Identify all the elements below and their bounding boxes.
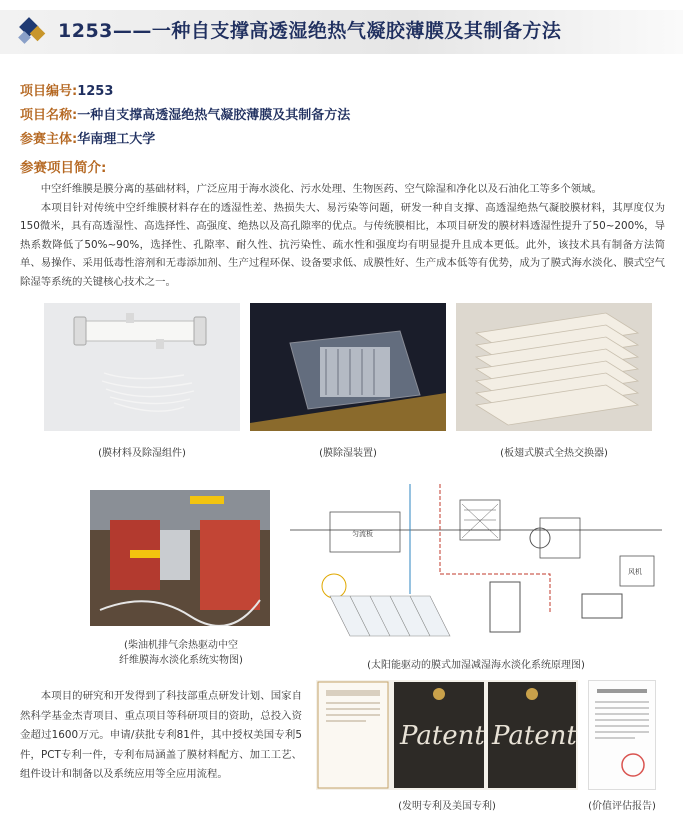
funding-paragraph: 本项目的研究和开发得到了科技部重点研发计划、国家自然科学基金杰青项目、重点项目等科研项目的资助，总投入资金超过1600万元。申请/获批专利81件，其中授权美国专利5件，PCT专利一件，专利布局涵盖了膜材料配方、加工工艺、组件设计和制备以及系统应用等全应用流程。: [20, 690, 302, 780]
project-number: 项目编号:1253: [20, 84, 114, 99]
patent-word-2: Patent: [492, 721, 577, 751]
desalination-schematic: [290, 464, 662, 646]
valve-label: 匀流板: [352, 530, 373, 538]
caption-dehumidifier: (膜除湿装置): [319, 448, 377, 459]
intro-paragraph-1: 中空纤维膜是膜分离的基础材料，广泛应用于海水淡化、污水处理、生物医药、空气除湿和净化以及石油化工等多个领域。: [40, 183, 602, 195]
valuation-report-illustration: [589, 681, 655, 789]
fan-label: 风机: [628, 568, 642, 576]
caption-diesel-system: (柴油机排气余热驱动中空 纤维膜海水淡化系统实物图): [119, 640, 243, 666]
intro-text: [20, 180, 665, 292]
dehumidifier-photo: [250, 303, 446, 431]
project-name: 项目名称:一种自支撑高透湿绝热气凝胶薄膜及其制备方法: [20, 108, 351, 123]
caption-solar-desalination: (太阳能驱动的膜式加湿减湿海水淡化系统原理图): [367, 660, 585, 671]
diesel-system-illustration: [90, 490, 270, 626]
page-header: [0, 0, 683, 62]
page-title: 1253——一种自支撑高透湿绝热气凝胶薄膜及其制备方法: [58, 20, 562, 42]
intro-paragraph-2: 本项目针对传统中空纤维膜材料存在的透湿性差、热损失大、易污染等问题，研发一种自支撑、高透湿绝热气凝胶膜材料，其厚度仅为150微米，具有高透湿性、高选择性、高强度、绝热以及高孔隙率的优点。与传统膜相比，本项目研发的膜材料透湿性提升了50~200%，导热系数降低了50%~90%，选择性、孔隙率、耐久性、抗污染性、疏水性和强度均有明显提升且成本更低。此外，该技术具有制备方法简单、易操作、采用低毒性溶剂和无毒添加剂、生产过程环保、设备要求低、成膜性好、生产成本低等有优势，成为了膜式海水淡化、膜式空气除湿等系统的关键核心技术之一。: [20, 201, 665, 288]
heat-exchanger-illustration: [456, 303, 652, 431]
caption-membrane-module: (膜材料及除湿组件): [98, 448, 186, 459]
diesel-system-photo: [90, 490, 270, 626]
caption-heat-exchanger: (板翅式膜式全热交换器): [500, 448, 608, 459]
patent-certificates-illustration: [316, 680, 578, 790]
funding-text: [20, 687, 302, 785]
project-organization: 参赛主体:华南理工大学: [20, 132, 156, 147]
patent-certificates-photo: [316, 680, 578, 790]
caption-patents: (发明专利及美国专利): [398, 801, 496, 812]
membrane-module-photo: [44, 303, 240, 431]
heat-exchanger-photo: [456, 303, 652, 431]
caption-valuation-report: (价值评估报告): [588, 801, 656, 812]
solar-desalination-diagram: [290, 464, 662, 646]
membrane-module-illustration: [44, 303, 240, 431]
patent-word-1: Patent: [400, 721, 485, 751]
section-title: 参赛项目简介:: [20, 160, 107, 176]
dehumidifier-illustration: [250, 303, 446, 431]
valuation-report-photo: [588, 680, 656, 790]
